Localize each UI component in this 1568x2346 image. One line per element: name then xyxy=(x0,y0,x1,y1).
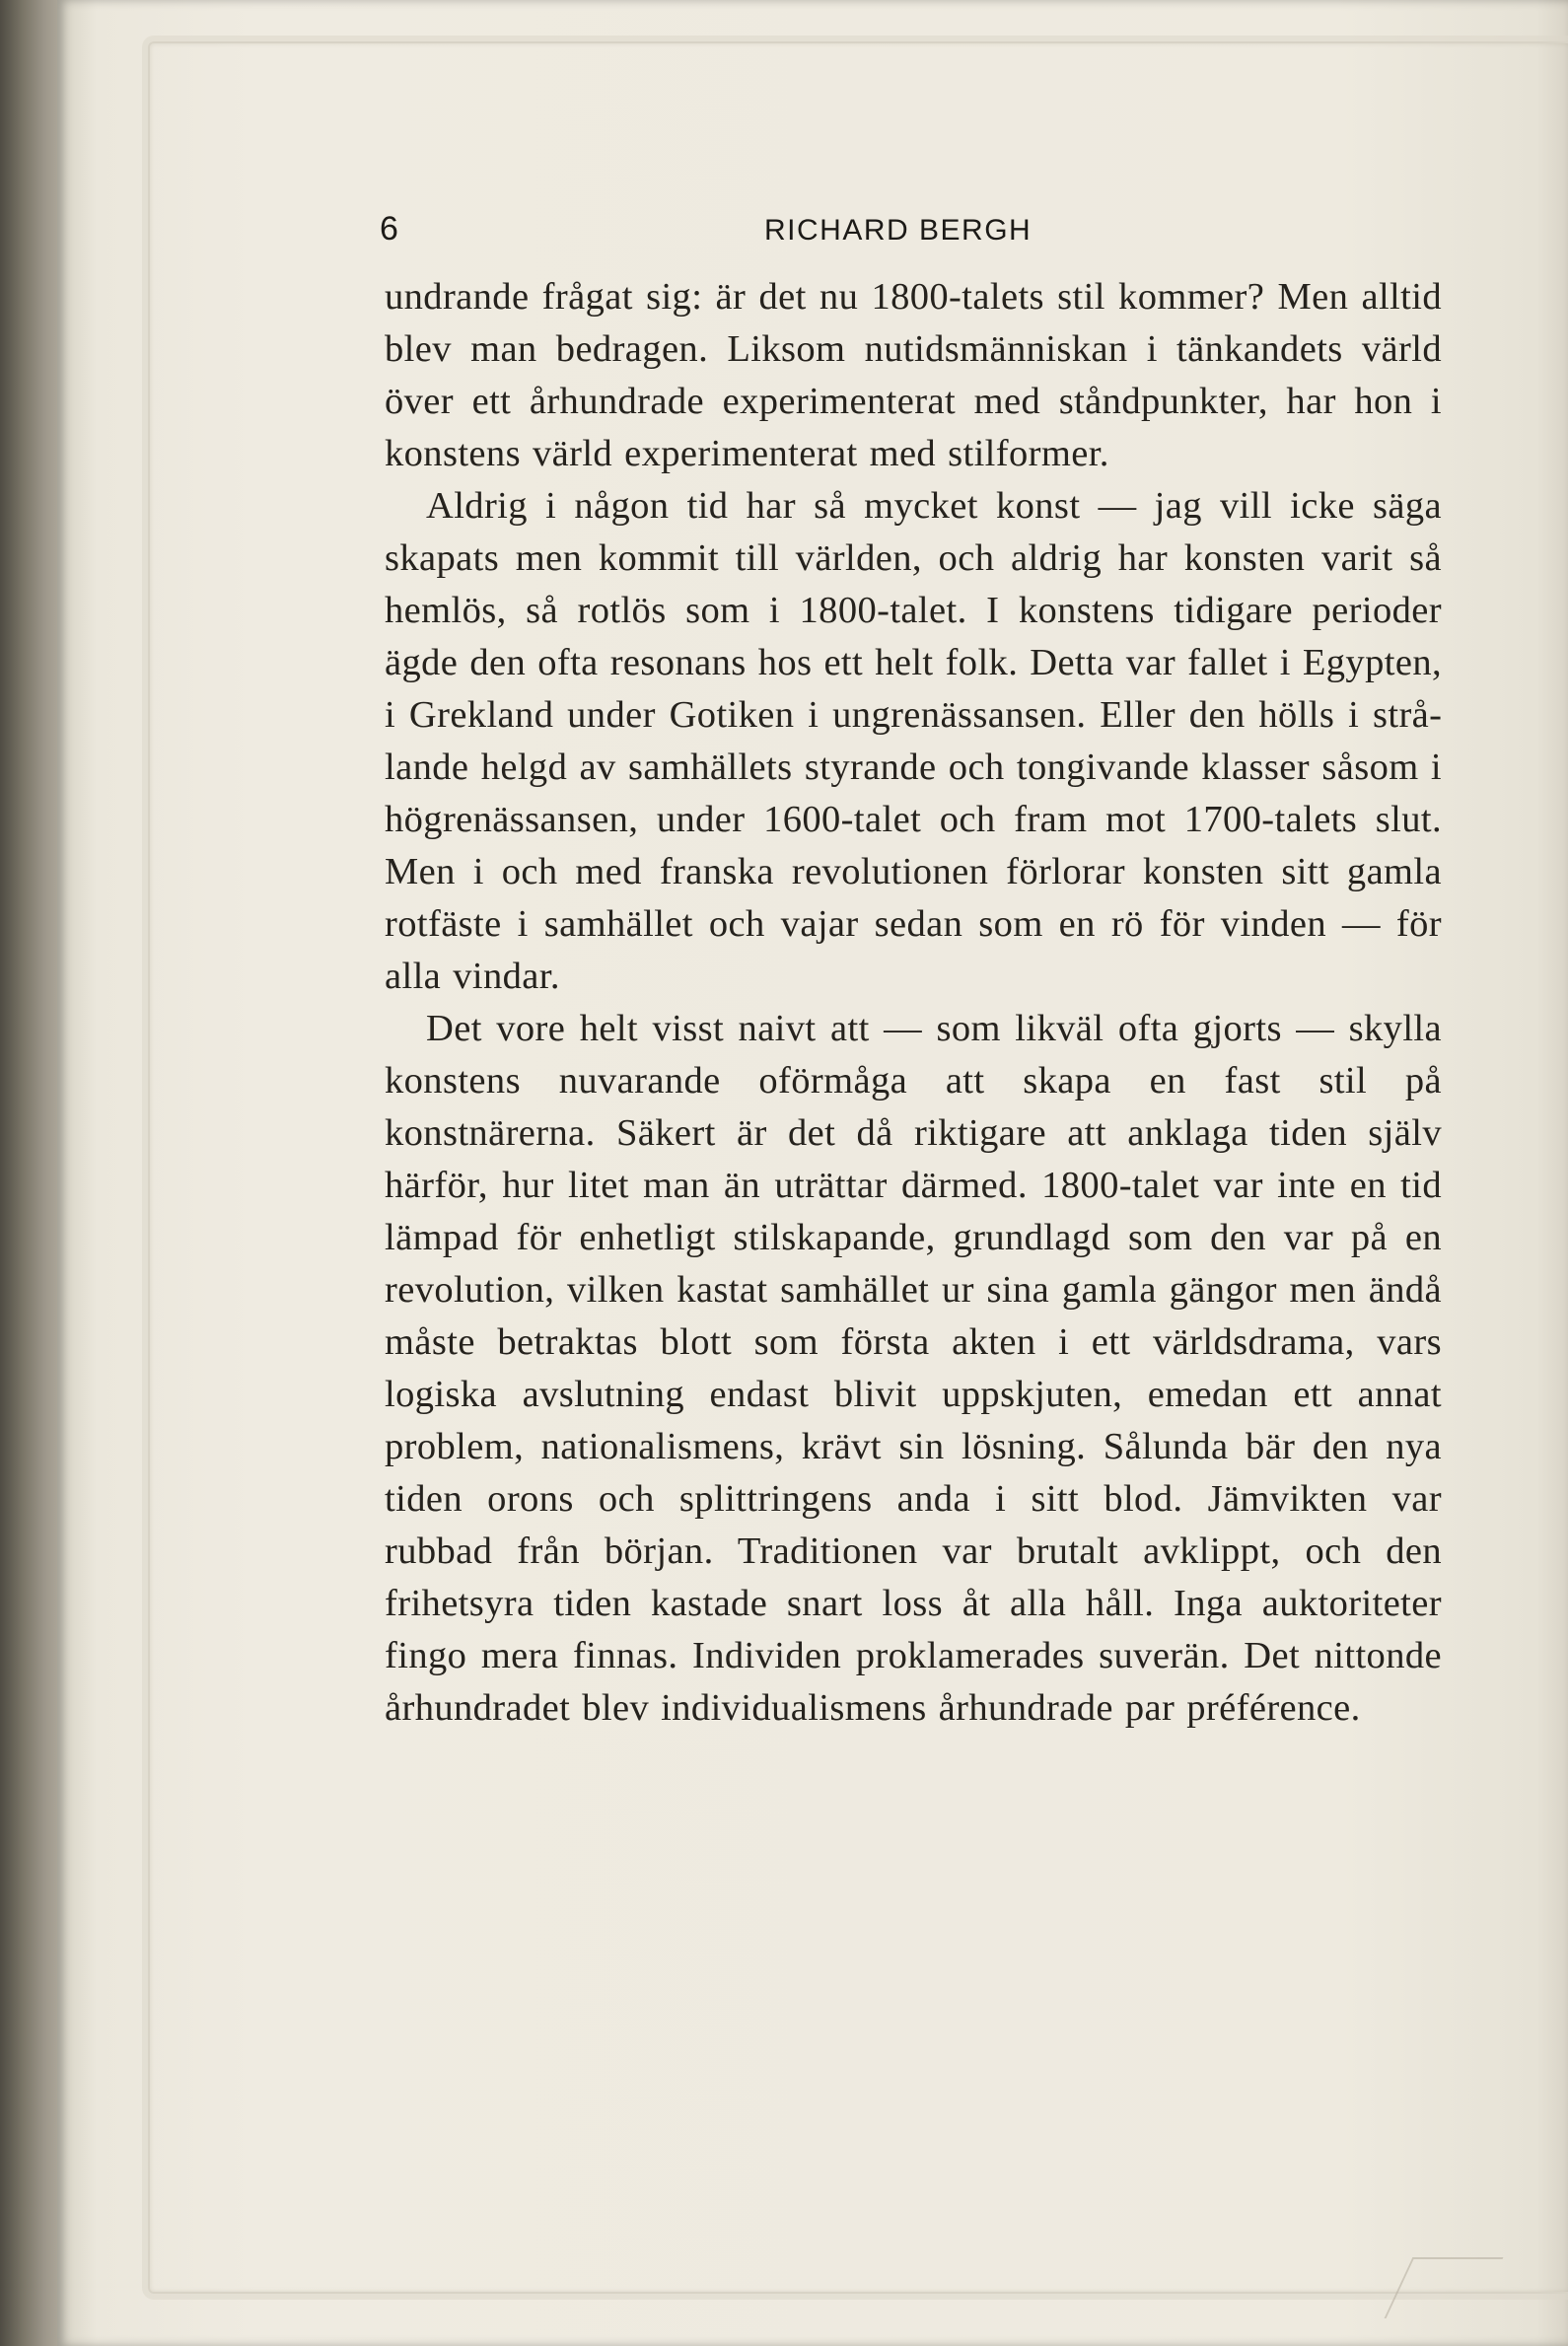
running-head: RICHARD BERGH xyxy=(764,214,1033,247)
page-header xyxy=(380,205,1445,254)
paragraph: undrande frågat sig: är det nu 1800-talets stil kommer? Men alltid blev man bedragen. Liksom nutidsmänniskan i tänkandets värld över ett århundrade experimenterat med ståndpunkter, har hon i konstens värld experimenterat med stilformer. xyxy=(385,276,1442,474)
paragraph: Det vore helt visst naivt att — som likväl ofta gjorts — skylla konstens nuvarande oförmåga att skapa en fast stil på konstnärerna. Säkert är det då riktigare att anklaga tiden själv härför, hur litet man än uträttar därmed. 1800-talet var inte en tid lämpad för enhetligt stilskapande, grundlagd som den var på en revolution, vilken kastat samhället ur sina gamla gängor men ändå måste betraktas blott som första akten i ett världsdrama, vars logiska avslutning endast blivit uppskjuten, emedan ett annat problem, nationalismens, krävt sin lösning. Sålunda bär den nya tiden orons och splittringens anda i sitt blod. Jämvikten var rubbad från början. Traditionen var brutalt avklippt, och den frihetsyra tiden kastade snart loss åt alla håll. Inga auktoriteter fingo mera finnas. Individen proklamerades suverän. Det nittonde århundradet blev individualismens århundrade par préférence. xyxy=(385,1008,1442,1729)
body-text xyxy=(385,271,1442,1735)
paragraph: Aldrig i någon tid har så mycket konst — jag vill icke säga skapats men kommit till världen, och aldrig har konsten varit så hemlös, så rotlös som i 1800-talet. I konstens tidigare perioder ägde den ofta resonans hos ett helt folk. Detta var fallet i Egypten, i Grekland under Gotiken i ungrenässansen. Eller den hölls i strålande helgd av samhällets styrande och tongivande klasser såsom i högrenässansen, under 1600-talet och fram mot 1700-talets slut. Men i och med franska revolutionen förlorar konsten sitt gamla rotfäste i samhället och vajar sedan som en rö för vinden — för alla vindar. xyxy=(385,485,1442,997)
page-number: 6 xyxy=(380,210,398,248)
